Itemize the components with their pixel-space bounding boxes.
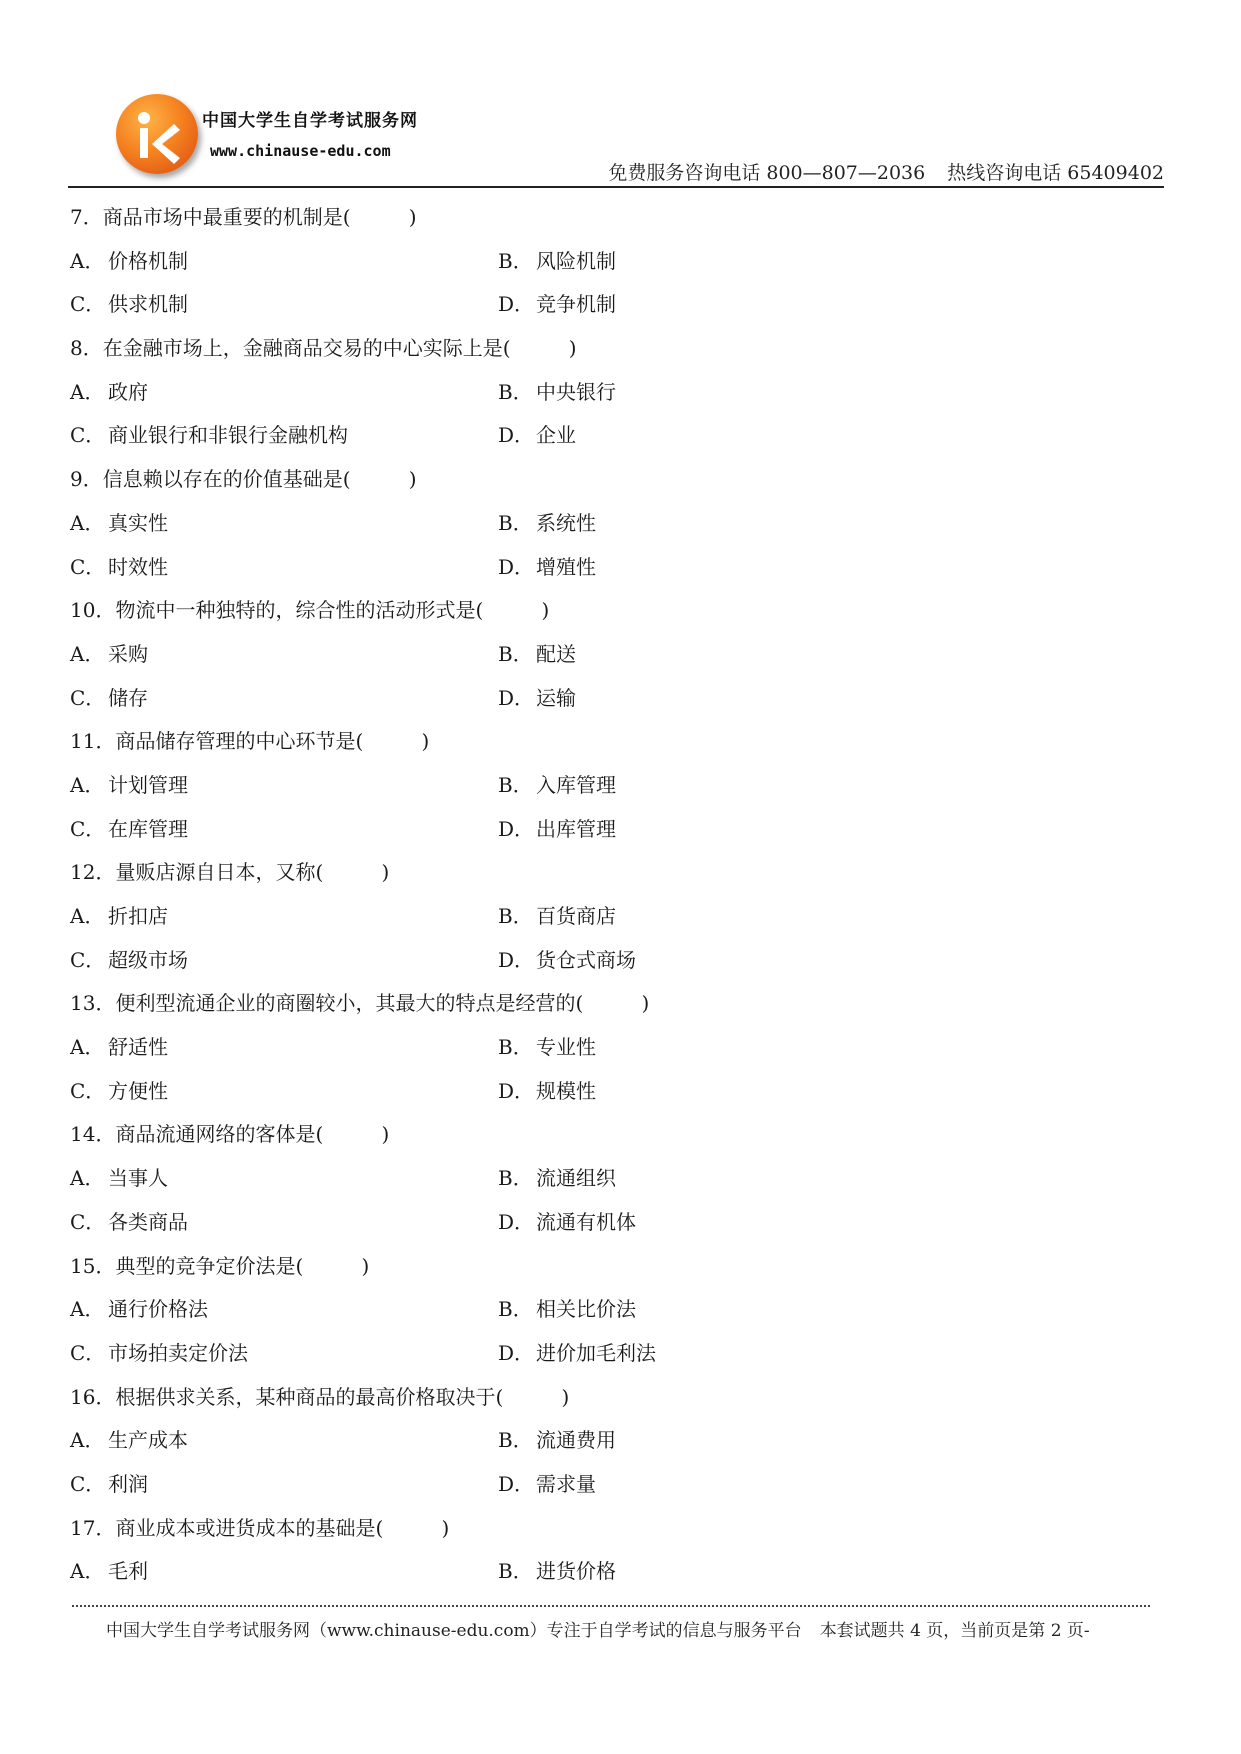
option-b: B． 相关比价法: [498, 1297, 636, 1322]
option-row: [70, 1463, 1170, 1507]
option-d: D．规模性: [498, 1078, 596, 1103]
question-number: 14．: [70, 1122, 116, 1147]
footer-description: 中国大学生自学考试服务网（www.chinause-edu.com）专注于自学考试的信息与服务平台: [106, 1621, 802, 1641]
hotline-info: [608, 158, 1164, 185]
option-c: C． 时效性: [70, 554, 168, 579]
option-c: C． 储存: [70, 685, 148, 710]
page-header: [0, 0, 1241, 190]
option-c: C． 方便性: [70, 1078, 168, 1103]
answer-blank: ): [421, 729, 430, 754]
question-number: 7．: [70, 205, 103, 229]
answer-blank: ): [568, 336, 577, 361]
answer-blank: ): [381, 1122, 390, 1147]
question-text: 商品市场中最重要的机制是(: [102, 205, 351, 229]
option-d: D．货仓式商场: [498, 947, 636, 972]
question-number: 9．: [70, 467, 103, 492]
option-row: [70, 371, 1170, 415]
option-row: [70, 677, 1170, 721]
option-row: [70, 240, 1170, 284]
option-a: A． 生产成本: [70, 1428, 188, 1453]
answer-blank: ): [561, 1384, 570, 1409]
option-row: [70, 895, 1170, 939]
option-a: A． 价格机制: [70, 248, 188, 273]
option-b: B． 专业性: [498, 1035, 596, 1060]
option-c: C． 在库管理: [70, 816, 188, 841]
question-stem: [70, 458, 1170, 502]
option-a: A． 真实性: [70, 510, 168, 535]
option-c: C． 超级市场: [70, 947, 188, 972]
option-row: [70, 283, 1170, 327]
option-a: A． 通行价格法: [70, 1297, 208, 1322]
option-d: D．竞争机制: [498, 292, 616, 317]
option-c: C． 市场拍卖定价法: [70, 1340, 248, 1365]
question-number: 11．: [70, 729, 116, 754]
question-number: 15．: [70, 1253, 116, 1278]
question-text: 信息赖以存在的价值基础是(: [102, 467, 351, 492]
option-d: D．增殖性: [498, 554, 596, 579]
answer-blank: ): [361, 1253, 370, 1278]
option-b: B． 流通费用: [498, 1428, 616, 1453]
option-b: B． 百货商店: [498, 904, 616, 928]
question-stem: [70, 196, 1170, 240]
hotline: 热线咨询电话 65409402: [947, 162, 1164, 184]
question-number: 8．: [70, 336, 103, 361]
question-list: [70, 196, 1170, 1594]
question-stem: [70, 1245, 1170, 1289]
option-a: A． 政府: [70, 379, 148, 404]
option-row: [70, 1070, 1170, 1114]
question-number: 16．: [70, 1384, 116, 1409]
page-footer: [106, 1616, 1090, 1641]
question-stem: [70, 327, 1170, 371]
option-row: [70, 414, 1170, 458]
question-text: 典型的竞争定价法是(: [115, 1253, 304, 1278]
option-row: [70, 808, 1170, 852]
option-d: D．流通有机体: [498, 1209, 636, 1234]
option-d: D．企业: [498, 423, 576, 448]
option-c: C． 利润: [70, 1471, 148, 1496]
question-number: 12．: [70, 860, 116, 885]
answer-blank: ): [381, 860, 390, 885]
answer-blank: ): [641, 991, 650, 1016]
answer-blank: ): [541, 598, 550, 623]
question-stem: [70, 720, 1170, 764]
option-b: B． 系统性: [498, 510, 596, 535]
option-a: A． 计划管理: [70, 772, 188, 797]
footer-divider: [72, 1605, 1150, 1607]
question-text: 在金融市场上，金融商品交易的中心实际上是(: [102, 336, 511, 361]
question-stem: [70, 1376, 1170, 1420]
option-d: D．进价加毛利法: [498, 1340, 656, 1365]
option-row: [70, 939, 1170, 983]
option-d: D．运输: [498, 685, 576, 710]
free-hotline: 免费服务咨询电话 800—807—2036: [608, 162, 926, 184]
option-b: B． 风险机制: [498, 248, 616, 273]
question-number: 13．: [70, 991, 116, 1016]
option-a: A． 折扣店: [70, 904, 168, 928]
option-row: [70, 1201, 1170, 1245]
option-row: [70, 633, 1170, 677]
option-row: [70, 1332, 1170, 1376]
answer-blank: ): [408, 467, 417, 492]
option-b: B． 进货价格: [498, 1559, 616, 1584]
site-url[interactable]: www.chinause-edu.com: [210, 142, 391, 160]
option-a: A． 舒适性: [70, 1035, 168, 1060]
option-row: [70, 1288, 1170, 1332]
option-row: [70, 1026, 1170, 1070]
site-name: 中国大学生自学考试服务网: [202, 111, 418, 131]
question-stem: [70, 851, 1170, 895]
option-a: A． 毛利: [70, 1559, 148, 1584]
question-text: 商品储存管理的中心环节是(: [115, 729, 364, 754]
option-row: [70, 502, 1170, 546]
option-d: D．需求量: [498, 1471, 596, 1496]
option-row: [70, 764, 1170, 808]
header-divider: [68, 186, 1164, 188]
answer-blank: ): [408, 205, 417, 229]
option-row: [70, 1550, 1170, 1594]
option-b: B． 配送: [498, 641, 576, 666]
question-stem: [70, 982, 1170, 1026]
question-text: 便利型流通企业的商圈较小，其最大的特点是经营的(: [115, 991, 584, 1016]
option-b: B． 入库管理: [498, 772, 616, 797]
question-text: 物流中一种独特的，综合性的活动形式是(: [115, 598, 484, 623]
option-b: B． 中央银行: [498, 379, 616, 404]
answer-blank: ): [441, 1515, 450, 1540]
option-d: D．出库管理: [498, 816, 616, 841]
question-text: 根据供求关系，某种商品的最高价格取决于(: [115, 1384, 504, 1409]
option-row: [70, 546, 1170, 590]
option-row: [70, 1419, 1170, 1463]
question-number: 10．: [70, 598, 116, 623]
option-b: B． 流通组织: [498, 1166, 616, 1191]
site-logo: [116, 94, 198, 174]
footer-page-info: 本套试题共 4 页，当前页是第 2 页-: [819, 1621, 1090, 1641]
option-a: A． 当事人: [70, 1166, 168, 1191]
question-stem: [70, 1113, 1170, 1157]
question-text: 商品流通网络的客体是(: [115, 1122, 324, 1147]
question-text: 商业成本或进货成本的基础是(: [115, 1515, 384, 1540]
logo-k-icon: [116, 94, 198, 174]
option-row: [70, 1157, 1170, 1201]
option-c: C． 商业银行和非银行金融机构: [70, 423, 348, 448]
option-a: A． 采购: [70, 641, 148, 666]
question-number: 17．: [70, 1515, 116, 1540]
question-stem: [70, 1507, 1170, 1551]
question-stem: [70, 589, 1170, 633]
option-c: C． 各类商品: [70, 1209, 188, 1234]
option-c: C． 供求机制: [70, 292, 188, 317]
question-text: 量贩店源自日本，又称(: [115, 860, 324, 885]
